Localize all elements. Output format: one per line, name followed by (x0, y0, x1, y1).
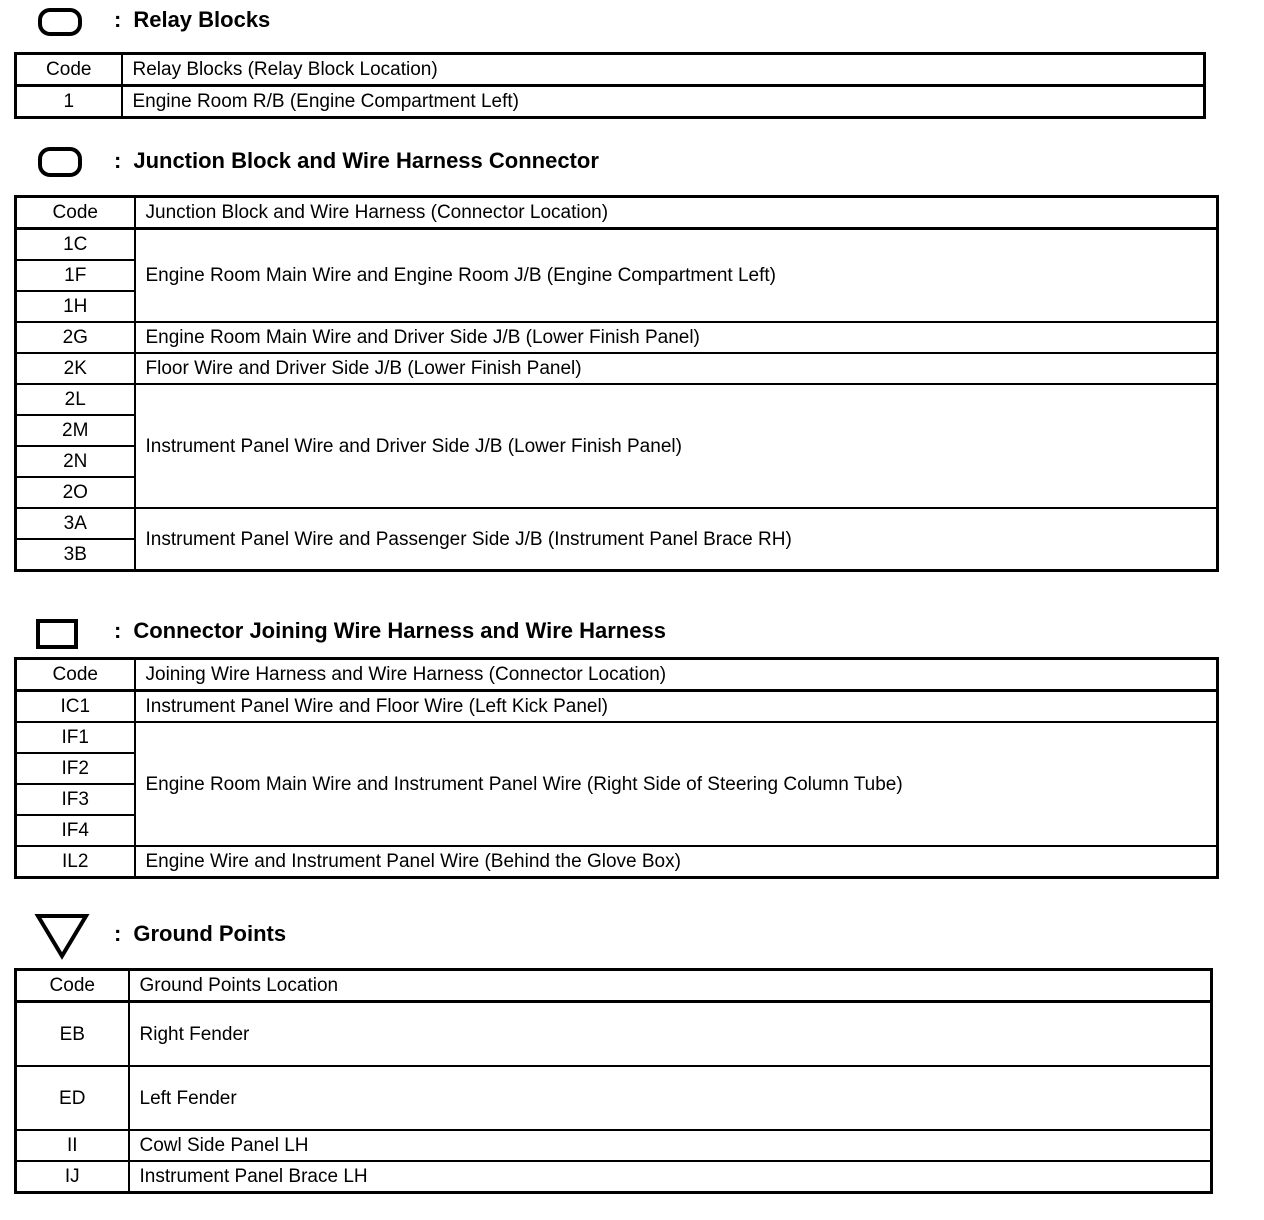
code-column-header: Code (16, 659, 135, 691)
code-cell: 2M (16, 415, 135, 446)
code-cell: 1 (16, 86, 122, 118)
table-header-row (16, 54, 1205, 86)
code-cell: 2L (16, 384, 135, 415)
table-row (16, 384, 1218, 415)
location-cell: Floor Wire and Driver Side J/B (Lower Finish Panel) (135, 353, 1218, 384)
code-cell: II (16, 1130, 129, 1161)
section-title: Junction Block and Wire Harness Connector (133, 148, 599, 173)
location-column-header: Junction Block and Wire Harness (Connector Location) (135, 197, 1218, 229)
code-cell: 1H (16, 291, 135, 322)
location-cell: Right Fender (129, 1002, 1212, 1067)
table-row (16, 86, 1205, 118)
location-cell: Engine Room Main Wire and Instrument Panel Wire (Right Side of Steering Column Tube) (135, 722, 1218, 846)
location-column-header: Joining Wire Harness and Wire Harness (Connector Location) (135, 659, 1218, 691)
table-row (16, 322, 1218, 353)
code-cell: 3B (16, 539, 135, 571)
code-cell: IF1 (16, 722, 135, 753)
location-cell: Cowl Side Panel LH (129, 1130, 1212, 1161)
table-row (16, 846, 1218, 878)
location-column-header: Ground Points Location (129, 970, 1212, 1002)
code-cell: 2G (16, 322, 135, 353)
code-cell: 1F (16, 260, 135, 291)
section-title: Connector Joining Wire Harness and Wire Harness (133, 618, 666, 643)
table-row (16, 508, 1218, 539)
table-row (16, 1130, 1212, 1161)
code-cell: 1C (16, 229, 135, 261)
table-row (16, 1161, 1212, 1193)
connector-symbol-icon (36, 619, 78, 649)
code-cell: ED (16, 1066, 129, 1130)
code-cell: IF4 (16, 815, 135, 846)
code-cell: IC1 (16, 691, 135, 723)
section-title: Relay Blocks (133, 7, 271, 32)
code-column-header: Code (16, 197, 135, 229)
code-cell: 2K (16, 353, 135, 384)
table-header-row (16, 970, 1212, 1002)
code-cell: EB (16, 1002, 129, 1067)
code-cell: IF2 (16, 753, 135, 784)
location-column-header: Relay Blocks (Relay Block Location) (122, 54, 1205, 86)
table-header-row (16, 659, 1218, 691)
table-row (16, 1002, 1212, 1067)
junction-block-symbol-icon (38, 147, 82, 177)
location-cell: Left Fender (129, 1066, 1212, 1130)
ground-points-heading: : Ground Points (114, 921, 287, 946)
location-cell: Engine Room R/B (Engine Compartment Left) (122, 86, 1205, 118)
code-cell: IF3 (16, 784, 135, 815)
location-cell: Instrument Panel Wire and Passenger Side J/B (Instrument Panel Brace RH) (135, 508, 1218, 571)
location-cell: Engine Room Main Wire and Driver Side J/B (Lower Finish Panel) (135, 322, 1218, 353)
code-column-header: Code (16, 54, 122, 86)
table-row (16, 691, 1218, 723)
section-title: Ground Points (133, 921, 287, 946)
relay-block-symbol-icon (38, 8, 82, 36)
table-row (16, 722, 1218, 753)
code-cell: 2N (16, 446, 135, 477)
location-cell: Engine Room Main Wire and Engine Room J/B (Engine Compartment Left) (135, 229, 1218, 323)
table-row (16, 1066, 1212, 1130)
table-row (16, 229, 1218, 261)
junction-block-heading: : Junction Block and Wire Harness Connector (114, 148, 599, 173)
code-cell: 3A (16, 508, 135, 539)
ground-points-table (14, 968, 1213, 1194)
code-cell: IJ (16, 1161, 129, 1193)
junction-block-table (14, 195, 1219, 572)
code-cell: 2O (16, 477, 135, 508)
location-cell: Engine Wire and Instrument Panel Wire (Behind the Glove Box) (135, 846, 1218, 878)
location-cell: Instrument Panel Wire and Driver Side J/B (Lower Finish Panel) (135, 384, 1218, 508)
location-cell: Instrument Panel Wire and Floor Wire (Left Kick Panel) (135, 691, 1218, 723)
code-cell: IL2 (16, 846, 135, 878)
code-column-header: Code (16, 970, 129, 1002)
table-header-row (16, 197, 1218, 229)
connector-joining-heading: : Connector Joining Wire Harness and Wire Harness (114, 618, 666, 643)
connector-joining-table (14, 657, 1219, 879)
table-row (16, 353, 1218, 384)
location-cell: Instrument Panel Brace LH (129, 1161, 1212, 1193)
relay-blocks-heading: : Relay Blocks (114, 7, 271, 32)
ground-point-triangle-icon (34, 912, 90, 960)
relay-blocks-table (14, 52, 1206, 119)
